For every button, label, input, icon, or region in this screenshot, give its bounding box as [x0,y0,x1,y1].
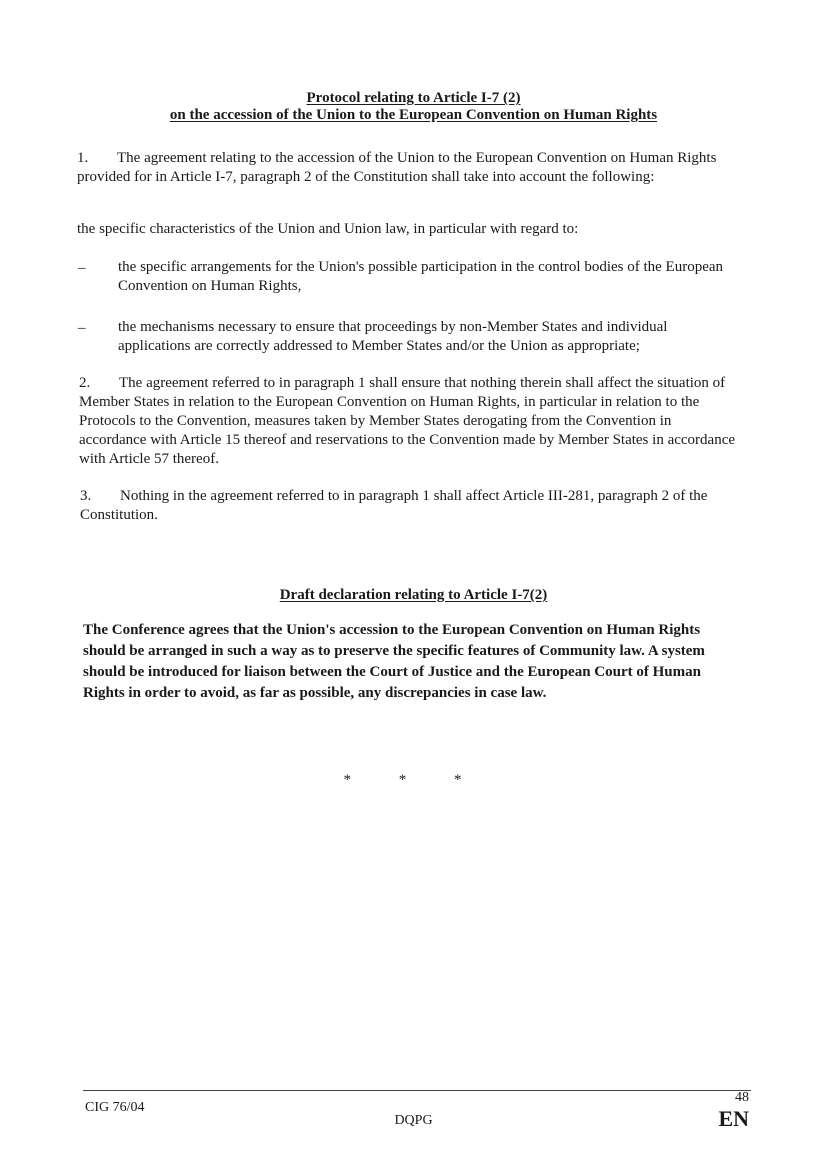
paragraph-2 [79,374,739,469]
footer-department: DQPG [394,1113,433,1128]
bullet-dash-2: – [78,320,86,336]
bullet-dash-1: – [78,260,86,276]
footer-divider [83,1090,751,1091]
declaration-text: The Conference agrees that the Union's accession to the European Convention on Human Rights should be arranged in such a way as to preserve the specific features of Community law. A system should be introduced for liaison between the Court of Justice and the European Court of Human Rights in order to avoid, as far as possible, any discrepancies in case law. [83,622,705,701]
intro-text: the specific characteristics of the Union and Union law, in particular with regard to: [77,221,579,237]
footer-page-number: 48 [735,1090,749,1105]
paragraph-2-text: The agreement referred to in paragraph 1 shall ensure that nothing therein shall affect the situation of Member States in relation to the European Convention on Human Rights, in particular in relation to the Protocols to the Convention, measures taken by Member States derogating from the Convention in accordance with Article 15 thereof and reservations to the Convention made by Member States in accordance with Article 57 thereof. [79,375,736,467]
protocol-title: Protocol relating to Article I-7 (2) [306,90,521,106]
paragraph-3-number: 3. [80,488,92,504]
footer-doc-ref: CIG 76/04 [85,1100,145,1115]
paragraph-2-number: 2. [79,375,91,391]
declaration-title: Draft declaration relating to Article I-7(2) [279,587,548,603]
bullet-item-2: the mechanisms necessary to ensure that proceedings by non-Member States and individual applications are correctly addressed to Member States and/or the Union as appropriate; [118,319,668,354]
paragraph-3-text: Nothing in the agreement referred to in paragraph 1 shall affect Article III-281, paragraph 2 of the Constitution. [80,488,708,523]
bullet-item-1: the specific arrangements for the Union's possible participation in the control bodies of the European Convention on Human Rights, [118,259,724,294]
paragraph-1 [77,149,737,187]
footer-language: EN [718,1106,749,1131]
protocol-subtitle: on the accession of the Union to the European Convention on Human Rights [169,107,658,123]
paragraph-1-text: The agreement relating to the accession of the Union to the European Convention on Human Rights provided for in Article I-7, paragraph 2 of the Constitution shall take into account the following: [77,150,717,185]
paragraph-1-number: 1. [77,150,89,166]
section-separator: * * * [343,772,484,788]
paragraph-3 [80,487,745,525]
